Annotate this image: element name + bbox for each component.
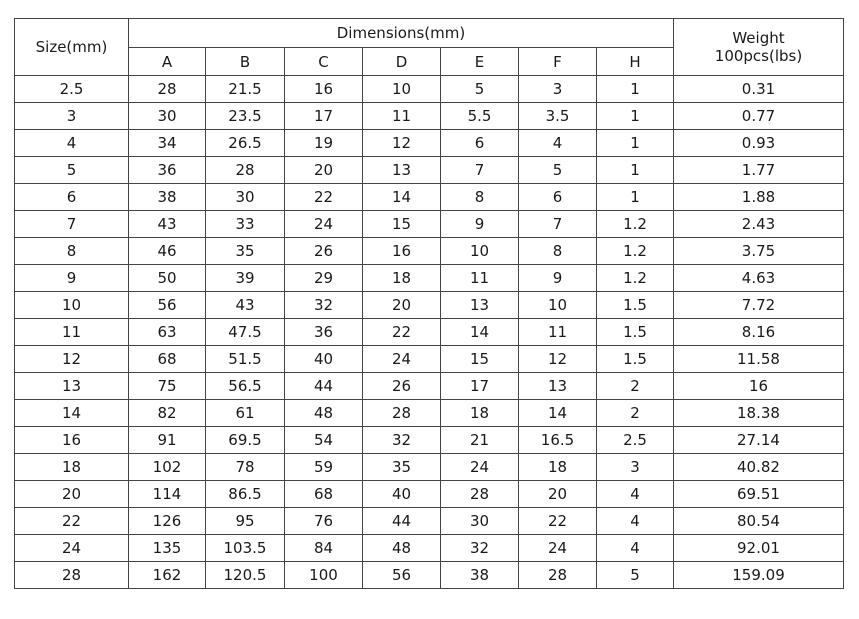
cell-weight: 2.43 — [674, 211, 844, 238]
cell-d: 35 — [363, 454, 441, 481]
cell-c: 22 — [285, 184, 363, 211]
cell-size: 8 — [15, 238, 129, 265]
table-row — [15, 400, 844, 427]
cell-d: 44 — [363, 508, 441, 535]
dimension-column-header-e: E — [441, 48, 519, 76]
cell-c: 26 — [285, 238, 363, 265]
cell-b: 28 — [206, 157, 285, 184]
cell-f: 5 — [519, 157, 597, 184]
cell-d: 16 — [363, 238, 441, 265]
cell-e: 5.5 — [441, 103, 519, 130]
weight-header-line1: Weight — [732, 29, 785, 47]
cell-b: 43 — [206, 292, 285, 319]
cell-a: 114 — [129, 481, 206, 508]
cell-d: 10 — [363, 76, 441, 103]
cell-a: 75 — [129, 373, 206, 400]
cell-b: 69.5 — [206, 427, 285, 454]
weight-header — [674, 19, 844, 76]
cell-h: 1 — [597, 76, 674, 103]
cell-e: 24 — [441, 454, 519, 481]
dimensions-header: Dimensions(mm) — [129, 19, 674, 48]
cell-d: 20 — [363, 292, 441, 319]
cell-c: 19 — [285, 130, 363, 157]
cell-c: 16 — [285, 76, 363, 103]
cell-d: 32 — [363, 427, 441, 454]
cell-f: 18 — [519, 454, 597, 481]
cell-size: 12 — [15, 346, 129, 373]
cell-weight: 16 — [674, 373, 844, 400]
cell-h: 1.2 — [597, 238, 674, 265]
table-row — [15, 562, 844, 589]
cell-c: 59 — [285, 454, 363, 481]
cell-b: 95 — [206, 508, 285, 535]
cell-h: 2 — [597, 373, 674, 400]
cell-a: 63 — [129, 319, 206, 346]
cell-h: 1.2 — [597, 265, 674, 292]
dimension-column-header-a: A — [129, 48, 206, 76]
cell-weight: 27.14 — [674, 427, 844, 454]
cell-weight: 1.77 — [674, 157, 844, 184]
cell-h: 1.5 — [597, 346, 674, 373]
cell-size: 14 — [15, 400, 129, 427]
cell-d: 28 — [363, 400, 441, 427]
dimension-column-header-d: D — [363, 48, 441, 76]
cell-h: 1 — [597, 184, 674, 211]
cell-c: 68 — [285, 481, 363, 508]
table-row — [15, 157, 844, 184]
cell-d: 14 — [363, 184, 441, 211]
cell-h: 3 — [597, 454, 674, 481]
dimension-column-header-c: C — [285, 48, 363, 76]
cell-size: 7 — [15, 211, 129, 238]
cell-e: 32 — [441, 535, 519, 562]
cell-h: 1.5 — [597, 292, 674, 319]
cell-d: 11 — [363, 103, 441, 130]
cell-b: 23.5 — [206, 103, 285, 130]
cell-a: 28 — [129, 76, 206, 103]
cell-b: 47.5 — [206, 319, 285, 346]
cell-b: 35 — [206, 238, 285, 265]
table-row — [15, 535, 844, 562]
cell-e: 21 — [441, 427, 519, 454]
cell-a: 102 — [129, 454, 206, 481]
cell-h: 5 — [597, 562, 674, 589]
cell-weight: 92.01 — [674, 535, 844, 562]
cell-b: 33 — [206, 211, 285, 238]
cell-h: 1.2 — [597, 211, 674, 238]
cell-c: 48 — [285, 400, 363, 427]
cell-c: 32 — [285, 292, 363, 319]
cell-weight: 0.77 — [674, 103, 844, 130]
cell-e: 6 — [441, 130, 519, 157]
cell-f: 10 — [519, 292, 597, 319]
size-header: Size(mm) — [15, 19, 129, 76]
cell-f: 28 — [519, 562, 597, 589]
cell-f: 12 — [519, 346, 597, 373]
cell-c: 17 — [285, 103, 363, 130]
cell-size: 28 — [15, 562, 129, 589]
cell-size: 5 — [15, 157, 129, 184]
cell-c: 40 — [285, 346, 363, 373]
cell-h: 4 — [597, 481, 674, 508]
cell-weight: 159.09 — [674, 562, 844, 589]
cell-h: 4 — [597, 508, 674, 535]
cell-b: 103.5 — [206, 535, 285, 562]
cell-f: 22 — [519, 508, 597, 535]
cell-weight: 0.93 — [674, 130, 844, 157]
cell-size: 9 — [15, 265, 129, 292]
cell-size: 6 — [15, 184, 129, 211]
cell-d: 26 — [363, 373, 441, 400]
table-row — [15, 319, 844, 346]
cell-h: 1.5 — [597, 319, 674, 346]
cell-b: 30 — [206, 184, 285, 211]
cell-weight: 1.88 — [674, 184, 844, 211]
cell-size: 3 — [15, 103, 129, 130]
cell-b: 120.5 — [206, 562, 285, 589]
table-row — [15, 373, 844, 400]
cell-e: 28 — [441, 481, 519, 508]
cell-e: 8 — [441, 184, 519, 211]
dimension-column-header-f: F — [519, 48, 597, 76]
cell-c: 84 — [285, 535, 363, 562]
cell-c: 29 — [285, 265, 363, 292]
cell-c: 24 — [285, 211, 363, 238]
cell-size: 4 — [15, 130, 129, 157]
cell-size: 10 — [15, 292, 129, 319]
cell-f: 14 — [519, 400, 597, 427]
header-row-top — [15, 19, 844, 48]
cell-c: 54 — [285, 427, 363, 454]
cell-b: 61 — [206, 400, 285, 427]
cell-a: 38 — [129, 184, 206, 211]
cell-size: 11 — [15, 319, 129, 346]
cell-a: 50 — [129, 265, 206, 292]
table-row — [15, 103, 844, 130]
cell-h: 2.5 — [597, 427, 674, 454]
cell-size: 20 — [15, 481, 129, 508]
cell-f: 8 — [519, 238, 597, 265]
cell-f: 20 — [519, 481, 597, 508]
cell-d: 18 — [363, 265, 441, 292]
cell-a: 135 — [129, 535, 206, 562]
cell-e: 30 — [441, 508, 519, 535]
cell-c: 20 — [285, 157, 363, 184]
cell-d: 13 — [363, 157, 441, 184]
cell-b: 86.5 — [206, 481, 285, 508]
table-row — [15, 508, 844, 535]
cell-f: 13 — [519, 373, 597, 400]
cell-a: 162 — [129, 562, 206, 589]
cell-size: 2.5 — [15, 76, 129, 103]
cell-f: 6 — [519, 184, 597, 211]
cell-a: 36 — [129, 157, 206, 184]
cell-f: 4 — [519, 130, 597, 157]
cell-e: 38 — [441, 562, 519, 589]
cell-f: 7 — [519, 211, 597, 238]
cell-a: 34 — [129, 130, 206, 157]
cell-h: 1 — [597, 130, 674, 157]
table-row — [15, 130, 844, 157]
cell-h: 1 — [597, 103, 674, 130]
cell-weight: 11.58 — [674, 346, 844, 373]
cell-e: 11 — [441, 265, 519, 292]
cell-e: 13 — [441, 292, 519, 319]
cell-e: 10 — [441, 238, 519, 265]
cell-d: 12 — [363, 130, 441, 157]
cell-weight: 40.82 — [674, 454, 844, 481]
cell-c: 36 — [285, 319, 363, 346]
cell-b: 56.5 — [206, 373, 285, 400]
cell-e: 9 — [441, 211, 519, 238]
cell-a: 82 — [129, 400, 206, 427]
cell-d: 48 — [363, 535, 441, 562]
cell-a: 91 — [129, 427, 206, 454]
cell-b: 78 — [206, 454, 285, 481]
cell-weight: 4.63 — [674, 265, 844, 292]
cell-weight: 0.31 — [674, 76, 844, 103]
cell-size: 24 — [15, 535, 129, 562]
cell-size: 13 — [15, 373, 129, 400]
cell-b: 26.5 — [206, 130, 285, 157]
cell-d: 22 — [363, 319, 441, 346]
cell-d: 56 — [363, 562, 441, 589]
table-row — [15, 427, 844, 454]
cell-h: 2 — [597, 400, 674, 427]
table-row — [15, 238, 844, 265]
cell-size: 18 — [15, 454, 129, 481]
cell-a: 46 — [129, 238, 206, 265]
cell-c: 100 — [285, 562, 363, 589]
table-body — [15, 76, 844, 589]
spec-table-container — [14, 18, 844, 589]
cell-f: 3 — [519, 76, 597, 103]
cell-e: 18 — [441, 400, 519, 427]
cell-e: 17 — [441, 373, 519, 400]
cell-weight: 3.75 — [674, 238, 844, 265]
cell-weight: 8.16 — [674, 319, 844, 346]
dimension-column-header-b: B — [206, 48, 285, 76]
cell-d: 24 — [363, 346, 441, 373]
cell-f: 9 — [519, 265, 597, 292]
cell-f: 16.5 — [519, 427, 597, 454]
cell-e: 7 — [441, 157, 519, 184]
cell-f: 3.5 — [519, 103, 597, 130]
cell-a: 30 — [129, 103, 206, 130]
cell-h: 4 — [597, 535, 674, 562]
cell-e: 15 — [441, 346, 519, 373]
table-row — [15, 76, 844, 103]
table-row — [15, 346, 844, 373]
table-row — [15, 481, 844, 508]
cell-f: 24 — [519, 535, 597, 562]
cell-weight: 80.54 — [674, 508, 844, 535]
table-row — [15, 211, 844, 238]
cell-a: 126 — [129, 508, 206, 535]
cell-b: 51.5 — [206, 346, 285, 373]
table-row — [15, 292, 844, 319]
cell-a: 56 — [129, 292, 206, 319]
dimensions-spec-table — [14, 18, 844, 589]
table-row — [15, 265, 844, 292]
cell-a: 43 — [129, 211, 206, 238]
table-row — [15, 184, 844, 211]
cell-size: 16 — [15, 427, 129, 454]
cell-e: 14 — [441, 319, 519, 346]
dimension-column-header-h: H — [597, 48, 674, 76]
cell-b: 21.5 — [206, 76, 285, 103]
weight-header-line2: 100pcs(lbs) — [714, 47, 803, 65]
cell-size: 22 — [15, 508, 129, 535]
cell-c: 44 — [285, 373, 363, 400]
cell-e: 5 — [441, 76, 519, 103]
cell-d: 40 — [363, 481, 441, 508]
cell-b: 39 — [206, 265, 285, 292]
cell-c: 76 — [285, 508, 363, 535]
cell-weight: 7.72 — [674, 292, 844, 319]
table-row — [15, 454, 844, 481]
cell-weight: 69.51 — [674, 481, 844, 508]
cell-d: 15 — [363, 211, 441, 238]
cell-a: 68 — [129, 346, 206, 373]
cell-h: 1 — [597, 157, 674, 184]
cell-f: 11 — [519, 319, 597, 346]
cell-weight: 18.38 — [674, 400, 844, 427]
